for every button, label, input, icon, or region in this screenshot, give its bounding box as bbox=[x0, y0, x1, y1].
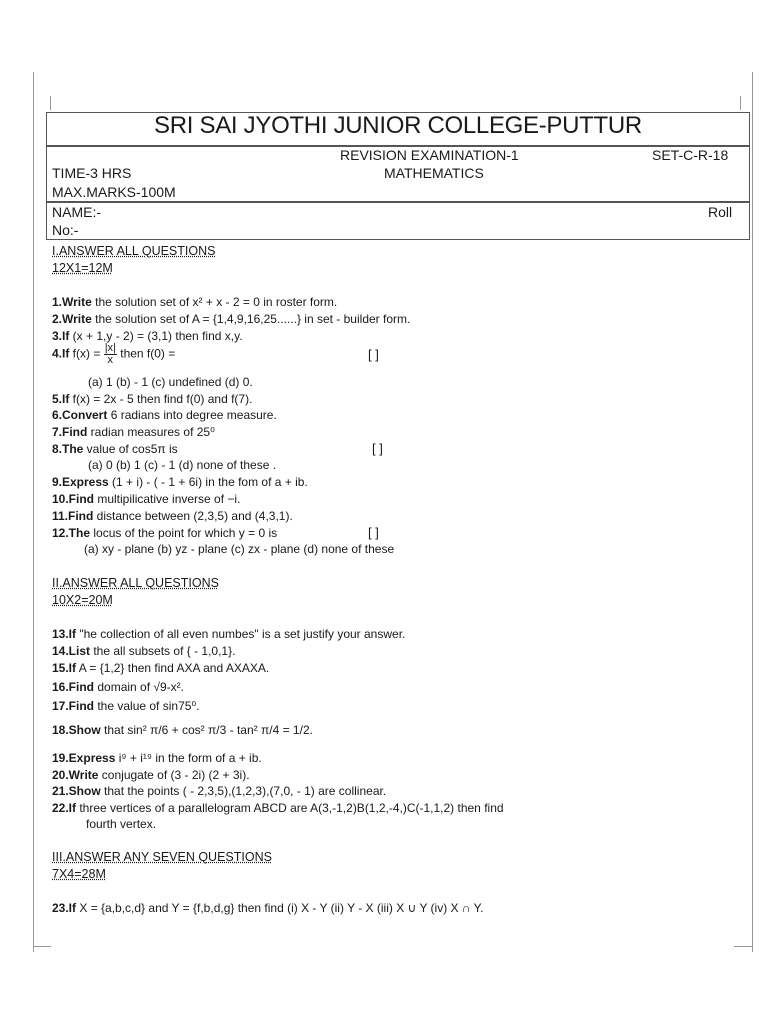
exam-time: TIME-3 HRS bbox=[52, 165, 132, 181]
page-edge-right bbox=[752, 72, 753, 952]
college-name: SRI SAI JYOTHI JUNIOR COLLEGE-PUTTUR bbox=[154, 112, 642, 139]
question-8: 8.The value of cos5π is bbox=[52, 442, 178, 456]
question-4: 4.If f(x) = $\frac{|x|}{x}$ then f(0) = bbox=[52, 342, 176, 366]
question-14: 14.List the all subsets of { - 1,0,1}. bbox=[52, 644, 236, 658]
section-1-marks: 12X1=12M bbox=[52, 261, 113, 275]
question-2: 2.Write the solution set of A = {1,4,9,16,25......} in set - builder form. bbox=[52, 312, 411, 326]
header-name-box bbox=[46, 202, 750, 240]
question-13: 13.If "he collection of all even numbes" is a set justify your answer. bbox=[52, 627, 406, 641]
question-3: 3.If (x + 1,y - 2) = (3,1) then find x,y. bbox=[52, 329, 243, 343]
question-22-continued: fourth vertex. bbox=[86, 817, 157, 831]
question-9: 9.Express (1 + i) - ( - 1 + 6i) in the fom of a + ib. bbox=[52, 475, 308, 489]
section-1-title: I.ANSWER ALL QUESTIONS bbox=[52, 244, 216, 258]
corner-tick-bl bbox=[33, 946, 51, 947]
answer-bracket-8: [ ] bbox=[372, 441, 383, 456]
question-12-options: (a) xy - plane (b) yz - plane (c) zx - plane (d) none of these bbox=[84, 542, 395, 556]
question-22: 22.If three vertices of a parallelogram ABCD are A(3,-1,2)B(1,2,-4,)C(-1,1,2) then find bbox=[52, 801, 504, 815]
exam-name: REVISION EXAMINATION-1 bbox=[340, 147, 519, 163]
question-5: 5.If f(x) = 2x - 5 then find f(0) and f(7). bbox=[52, 392, 253, 406]
question-11: 11.Find distance between (2,3,5) and (4,3,1). bbox=[52, 509, 293, 523]
question-1: 1.Write the solution set of x² + x - 2 = 0 in roster form. bbox=[52, 295, 338, 309]
question-12: 12.The locus of the point for which y = 0 is bbox=[52, 526, 278, 540]
name-label: NAME:- bbox=[52, 204, 101, 220]
question-4-options: (a) 1 (b) - 1 (c) undefined (d) 0. bbox=[88, 375, 253, 389]
max-marks: MAX.MARKS-100M bbox=[52, 184, 176, 200]
question-20: 20.Write conjugate of (3 - 2i) (2 + 3i). bbox=[52, 768, 250, 782]
question-19: 19.Express i⁹ + i¹⁹ in the form of a + ib. bbox=[52, 751, 262, 765]
roll-label: Roll bbox=[708, 204, 733, 220]
question-10: 10.Find multipilicative inverse of −i. bbox=[52, 492, 241, 506]
fraction: $\frac{|x|}{x}$ bbox=[104, 342, 116, 366]
answer-bracket-4: [ ] bbox=[368, 347, 379, 362]
corner-tick-tr bbox=[740, 96, 741, 110]
question-15: 15.If A = {1,2} then find AXA and AXAXA. bbox=[52, 661, 270, 675]
question-8-options: (a) 0 (b) 1 (c) - 1 (d) none of these . bbox=[88, 458, 277, 472]
set-code: SET-C-R-18 bbox=[652, 147, 729, 163]
page-edge-left bbox=[33, 72, 34, 952]
section-3-title: III.ANSWER ANY SEVEN QUESTIONS bbox=[52, 850, 272, 864]
question-21: 21.Show that the points ( - 2,3,5),(1,2,3),(7,0, - 1) are collinear. bbox=[52, 784, 387, 798]
roll-no-label: No:- bbox=[52, 222, 79, 238]
section-2-title: II.ANSWER ALL QUESTIONS bbox=[52, 576, 219, 590]
subject: MATHEMATICS bbox=[384, 165, 484, 181]
question-18: 18.Show that sin² π/6 + cos² π/3 - tan² π/4 = 1/2. bbox=[52, 723, 313, 737]
corner-tick-tl bbox=[50, 96, 51, 110]
section-2-marks: 10X2=20M bbox=[52, 593, 113, 607]
question-6: 6.Convert 6 radians into degree measure. bbox=[52, 408, 277, 422]
question-17: 17.Find the value of sin75⁰. bbox=[52, 699, 200, 713]
answer-bracket-12: [ ] bbox=[368, 525, 379, 540]
question-16: 16.Find domain of √9-x². bbox=[52, 680, 184, 694]
corner-tick-br bbox=[734, 946, 752, 947]
question-23: 23.If X = {a,b,c,d} and Y = {f,b,d,g} then find (i) X - Y (ii) Y - X (iii) X ∪ Y (iv) X ∩ Y. bbox=[52, 901, 484, 915]
section-3-marks: 7X4=28M bbox=[52, 867, 106, 881]
question-7: 7.Find radian measures of 25⁰ bbox=[52, 425, 215, 439]
